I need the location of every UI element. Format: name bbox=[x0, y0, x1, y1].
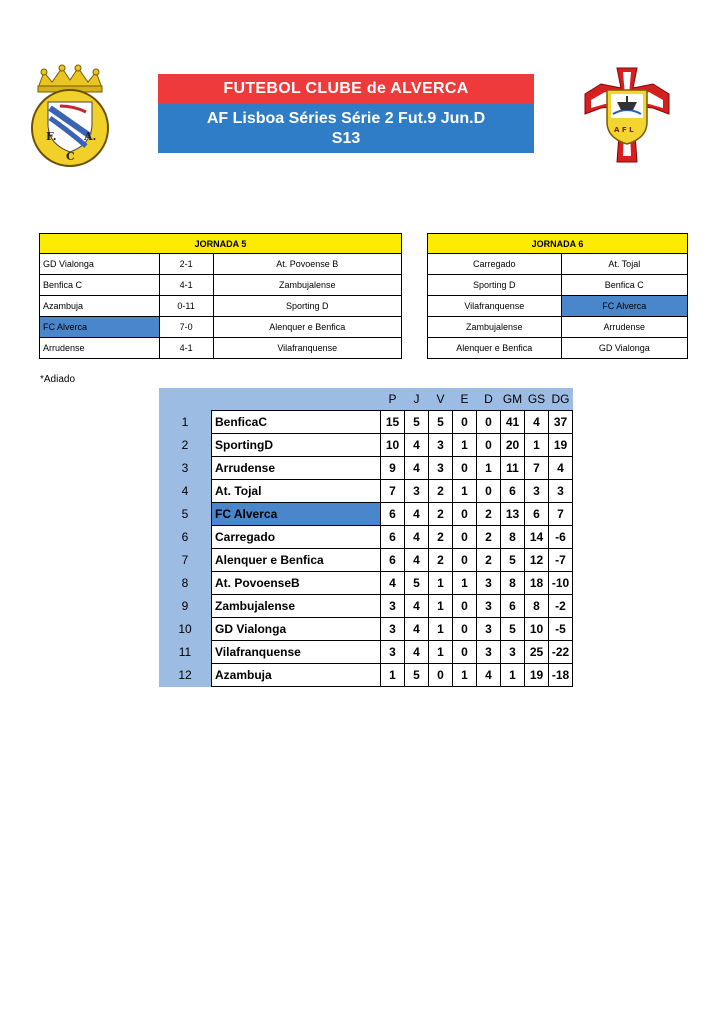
stat-v: 5 bbox=[429, 411, 453, 434]
stat-j: 3 bbox=[405, 480, 429, 503]
stat-e: 0 bbox=[453, 526, 477, 549]
away-team: Alenquer e Benfica bbox=[213, 317, 401, 338]
table-row bbox=[40, 296, 402, 317]
stat-e: 0 bbox=[453, 618, 477, 641]
home-team: Azambuja bbox=[40, 296, 160, 317]
score: 2-1 bbox=[159, 254, 213, 275]
team-name: GD Vialonga bbox=[212, 618, 381, 641]
column-header-dg: DG bbox=[549, 388, 573, 411]
stat-d: 3 bbox=[477, 595, 501, 618]
table-row bbox=[40, 254, 402, 275]
stat-gm: 13 bbox=[501, 503, 525, 526]
stat-e: 0 bbox=[453, 503, 477, 526]
away-team: Vilafranquense bbox=[213, 338, 401, 359]
stat-dg: -2 bbox=[549, 595, 573, 618]
home-team: Sporting D bbox=[428, 275, 562, 296]
stat-dg: 37 bbox=[549, 411, 573, 434]
stat-dg: 4 bbox=[549, 457, 573, 480]
team-name: Vilafranquense bbox=[212, 641, 381, 664]
af-lisboa-crest-logo bbox=[583, 66, 671, 166]
position: 10 bbox=[159, 618, 212, 641]
stat-v: 3 bbox=[429, 434, 453, 457]
crest-letter-c: C bbox=[66, 150, 75, 163]
table-row bbox=[428, 254, 688, 275]
stat-j: 4 bbox=[405, 549, 429, 572]
stat-d: 2 bbox=[477, 526, 501, 549]
stat-v: 0 bbox=[429, 664, 453, 687]
stat-d: 0 bbox=[477, 434, 501, 457]
team-name: At. Tojal bbox=[212, 480, 381, 503]
away-team: At. Tojal bbox=[561, 254, 687, 275]
position: 9 bbox=[159, 595, 212, 618]
stat-p: 3 bbox=[381, 641, 405, 664]
jornada-6-table bbox=[427, 233, 688, 359]
position: 3 bbox=[159, 457, 212, 480]
table-row bbox=[159, 572, 573, 595]
away-team: Sporting D bbox=[213, 296, 401, 317]
stat-j: 4 bbox=[405, 503, 429, 526]
stat-dg: 3 bbox=[549, 480, 573, 503]
stat-d: 3 bbox=[477, 618, 501, 641]
stat-gs: 14 bbox=[525, 526, 549, 549]
away-team: GD Vialonga bbox=[561, 338, 687, 359]
table-row bbox=[159, 434, 573, 457]
score: 7-0 bbox=[159, 317, 213, 338]
score: 4-1 bbox=[159, 275, 213, 296]
stat-e: 0 bbox=[453, 641, 477, 664]
away-team: At. Povoense B bbox=[213, 254, 401, 275]
table-row bbox=[159, 411, 573, 434]
table-row bbox=[40, 338, 402, 359]
stat-dg: 19 bbox=[549, 434, 573, 457]
stat-e: 0 bbox=[453, 457, 477, 480]
stat-d: 0 bbox=[477, 480, 501, 503]
home-team: Vilafranquense bbox=[428, 296, 562, 317]
stat-gm: 5 bbox=[501, 618, 525, 641]
team-name: SportingD bbox=[212, 434, 381, 457]
table-row bbox=[159, 641, 573, 664]
home-team: Zambujalense bbox=[428, 317, 562, 338]
stat-d: 3 bbox=[477, 572, 501, 595]
stat-gs: 10 bbox=[525, 618, 549, 641]
stat-p: 6 bbox=[381, 526, 405, 549]
column-header-d: D bbox=[477, 388, 501, 411]
score: 0-11 bbox=[159, 296, 213, 317]
stat-gs: 4 bbox=[525, 411, 549, 434]
stat-v: 1 bbox=[429, 641, 453, 664]
table-row bbox=[159, 480, 573, 503]
team-name: BenficaC bbox=[212, 411, 381, 434]
stat-v: 1 bbox=[429, 595, 453, 618]
stat-dg: -22 bbox=[549, 641, 573, 664]
stat-d: 2 bbox=[477, 503, 501, 526]
team-name: At. PovoenseB bbox=[212, 572, 381, 595]
stat-d: 3 bbox=[477, 641, 501, 664]
stat-v: 2 bbox=[429, 526, 453, 549]
table-row bbox=[159, 549, 573, 572]
crest-letter-a: A. bbox=[84, 130, 97, 143]
stat-v: 1 bbox=[429, 618, 453, 641]
position: 12 bbox=[159, 664, 212, 687]
away-team: Benfica C bbox=[561, 275, 687, 296]
stat-j: 5 bbox=[405, 411, 429, 434]
stat-p: 3 bbox=[381, 618, 405, 641]
competition-title bbox=[158, 104, 534, 153]
stat-dg: -18 bbox=[549, 664, 573, 687]
jornada-6-title: JORNADA 6 bbox=[428, 234, 688, 254]
stat-gs: 12 bbox=[525, 549, 549, 572]
home-team: GD Vialonga bbox=[40, 254, 160, 275]
jornada-5-table bbox=[39, 233, 402, 359]
header-blank bbox=[212, 388, 381, 411]
team-name: Carregado bbox=[212, 526, 381, 549]
stat-j: 4 bbox=[405, 618, 429, 641]
stat-p: 10 bbox=[381, 434, 405, 457]
jornada-5-title: JORNADA 5 bbox=[40, 234, 402, 254]
stat-p: 6 bbox=[381, 503, 405, 526]
stat-p: 6 bbox=[381, 549, 405, 572]
table-row bbox=[40, 317, 402, 338]
table-row bbox=[428, 317, 688, 338]
table-row bbox=[159, 595, 573, 618]
position: 7 bbox=[159, 549, 212, 572]
stat-p: 7 bbox=[381, 480, 405, 503]
stat-gs: 6 bbox=[525, 503, 549, 526]
stat-j: 4 bbox=[405, 641, 429, 664]
stat-gm: 5 bbox=[501, 549, 525, 572]
stat-gm: 3 bbox=[501, 641, 525, 664]
stat-j: 5 bbox=[405, 664, 429, 687]
stat-gm: 6 bbox=[501, 595, 525, 618]
stat-dg: 7 bbox=[549, 503, 573, 526]
stat-v: 2 bbox=[429, 549, 453, 572]
stat-gs: 7 bbox=[525, 457, 549, 480]
stat-gm: 8 bbox=[501, 572, 525, 595]
position: 1 bbox=[159, 411, 212, 434]
table-row bbox=[159, 457, 573, 480]
home-team: Benfica C bbox=[40, 275, 160, 296]
table-row bbox=[159, 503, 573, 526]
stat-v: 2 bbox=[429, 503, 453, 526]
table-row bbox=[40, 275, 402, 296]
team-name: FC Alverca bbox=[212, 503, 381, 526]
score: 4-1 bbox=[159, 338, 213, 359]
stat-gs: 3 bbox=[525, 480, 549, 503]
table-row bbox=[159, 526, 573, 549]
club-title: FUTEBOL CLUBE de ALVERCA bbox=[158, 74, 534, 104]
stat-e: 1 bbox=[453, 480, 477, 503]
stat-dg: -5 bbox=[549, 618, 573, 641]
table-row bbox=[428, 296, 688, 317]
team-name: Azambuja bbox=[212, 664, 381, 687]
home-team: Arrudense bbox=[40, 338, 160, 359]
away-team: Zambujalense bbox=[213, 275, 401, 296]
away-team-highlighted: FC Alverca bbox=[561, 296, 687, 317]
standings-table bbox=[159, 388, 573, 687]
column-header-gm: GM bbox=[501, 388, 525, 411]
stat-p: 3 bbox=[381, 595, 405, 618]
home-team: Carregado bbox=[428, 254, 562, 275]
competition-title-line2: S13 bbox=[331, 130, 361, 147]
stat-dg: -7 bbox=[549, 549, 573, 572]
stat-gm: 1 bbox=[501, 664, 525, 687]
stat-j: 4 bbox=[405, 595, 429, 618]
stat-j: 4 bbox=[405, 526, 429, 549]
column-header-gs: GS bbox=[525, 388, 549, 411]
stat-gm: 8 bbox=[501, 526, 525, 549]
position: 4 bbox=[159, 480, 212, 503]
stat-e: 0 bbox=[453, 411, 477, 434]
stat-d: 1 bbox=[477, 457, 501, 480]
stat-d: 4 bbox=[477, 664, 501, 687]
stat-gm: 41 bbox=[501, 411, 525, 434]
stat-p: 15 bbox=[381, 411, 405, 434]
position: 11 bbox=[159, 641, 212, 664]
stat-gs: 25 bbox=[525, 641, 549, 664]
column-header-p: P bbox=[381, 388, 405, 411]
header-blank bbox=[159, 388, 212, 411]
stat-j: 4 bbox=[405, 457, 429, 480]
stat-e: 0 bbox=[453, 595, 477, 618]
stat-dg: -10 bbox=[549, 572, 573, 595]
stat-v: 1 bbox=[429, 572, 453, 595]
stat-gs: 1 bbox=[525, 434, 549, 457]
competition-title-line1: AF Lisboa Séries Série 2 Fut.9 Jun.D bbox=[206, 110, 486, 127]
stat-p: 9 bbox=[381, 457, 405, 480]
standings-header-row bbox=[159, 388, 573, 411]
stat-d: 0 bbox=[477, 411, 501, 434]
stat-v: 2 bbox=[429, 480, 453, 503]
stat-gs: 19 bbox=[525, 664, 549, 687]
postponed-note: *Adiado bbox=[40, 374, 76, 385]
stat-e: 1 bbox=[453, 572, 477, 595]
team-name: Arrudense bbox=[212, 457, 381, 480]
position: 8 bbox=[159, 572, 212, 595]
stat-gm: 11 bbox=[501, 457, 525, 480]
stat-gm: 6 bbox=[501, 480, 525, 503]
stat-j: 4 bbox=[405, 434, 429, 457]
stat-d: 2 bbox=[477, 549, 501, 572]
home-team-highlighted: FC Alverca bbox=[40, 317, 160, 338]
stat-gm: 20 bbox=[501, 434, 525, 457]
table-row bbox=[159, 664, 573, 687]
column-header-v: V bbox=[429, 388, 453, 411]
table-row bbox=[428, 275, 688, 296]
stat-gs: 18 bbox=[525, 572, 549, 595]
stat-gs: 8 bbox=[525, 595, 549, 618]
home-team: Alenquer e Benfica bbox=[428, 338, 562, 359]
stat-p: 4 bbox=[381, 572, 405, 595]
stat-j: 5 bbox=[405, 572, 429, 595]
stat-p: 1 bbox=[381, 664, 405, 687]
crest-letter-f: F. bbox=[46, 130, 57, 143]
column-header-j: J bbox=[405, 388, 429, 411]
stat-e: 1 bbox=[453, 434, 477, 457]
position: 2 bbox=[159, 434, 212, 457]
position: 5 bbox=[159, 503, 212, 526]
fc-alverca-crest-logo bbox=[24, 62, 116, 168]
team-name: Zambujalense bbox=[212, 595, 381, 618]
away-team: Arrudense bbox=[561, 317, 687, 338]
stat-dg: -6 bbox=[549, 526, 573, 549]
team-name: Alenquer e Benfica bbox=[212, 549, 381, 572]
table-row bbox=[159, 618, 573, 641]
table-row bbox=[428, 338, 688, 359]
stat-e: 1 bbox=[453, 664, 477, 687]
position: 6 bbox=[159, 526, 212, 549]
column-header-e: E bbox=[453, 388, 477, 411]
crest-text-afl: A F L bbox=[614, 126, 634, 134]
stat-e: 0 bbox=[453, 549, 477, 572]
stat-v: 3 bbox=[429, 457, 453, 480]
